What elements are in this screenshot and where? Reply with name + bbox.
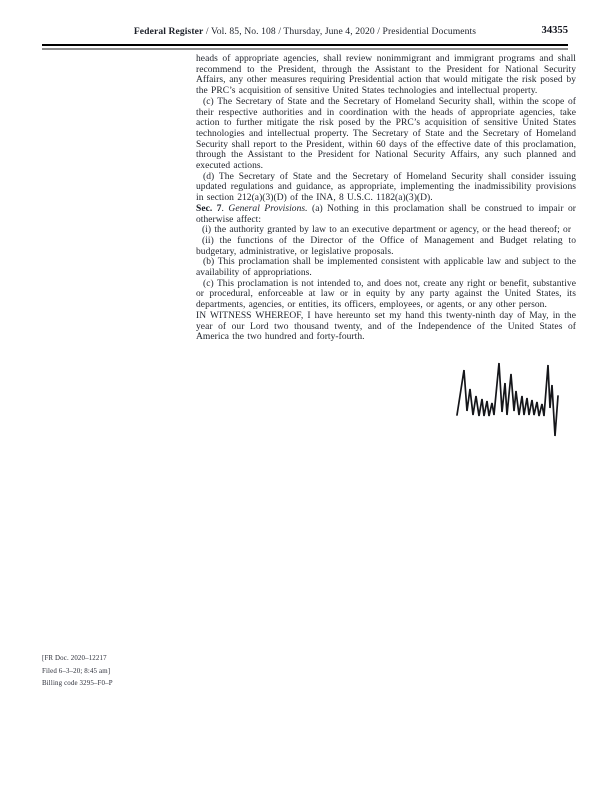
billing-code-note: Billing code 3295–F0–P: [42, 680, 113, 687]
section-title: General Provisions.: [228, 203, 308, 214]
section-body-text: (a) Nothing in this proclamation shall be construed to impair or otherwise affect:: [196, 203, 576, 225]
signature-block: [196, 358, 576, 442]
masthead-rule-thick: [42, 44, 568, 47]
citation-text: / Vol. 85, No. 108 / Thursday, June 4, 2020 / Presidential Documents: [203, 26, 477, 37]
clause-ii: (ii) the functions of the Director of the Office of Management and Budget relating to budgetary, administrative, or legislative proposals.: [196, 235, 576, 257]
section-7-paragraph: [196, 204, 576, 225]
paragraph-c-no-rights: (c) This proclamation is not intended to, and does not, create any right or benefit, substantive or procedural, enforceable at law or in equity by any party against the United States, its departments, agencies, or entities, its officers, employees, or agents, or any other person.: [196, 278, 576, 311]
section-number: Sec. 7: [196, 203, 222, 214]
presidential-signature: [454, 358, 566, 442]
paragraph-d-regulations: (d) The Secretary of State and the Secretary of Homeland Security shall consider issuing updated regulations and guidance, as appropriate, implementing the inadmissibility provisions in section 212(a)(3)(D) of the INA, 8 U.S.C. 1182(a)(3)(D).: [196, 171, 576, 204]
masthead-rule-thin: [42, 48, 568, 50]
journal-title: Federal Register: [133, 26, 204, 37]
filed-note: Filed 6–3–20; 8:45 am]: [42, 667, 111, 675]
witness-clause: IN WITNESS WHEREOF, I have hereunto set my hand this twenty-ninth day of May, in the year of our Lord two thousand twenty, and of the Independence of the United States of America the two hundred and forty-fourth.: [196, 310, 576, 343]
page-number: 34355: [541, 25, 568, 36]
masthead: [42, 26, 568, 42]
paragraph-c-mitigation: (c) The Secretary of State and the Secretary of Homeland Security shall, within the scope of their respective authorities and in coordination with the heads of appropriate agencies, take action to further mitigate the risk posed by the PRC’s acquisition of sensitive United States technologies and intellectual property. The Secretary of State and the Secretary of Homeland Security shall report to the President, within 60 days of the effective date of this proclamation, through the Assistant to the President for National Security Affairs, any such planned and executed actions.: [196, 96, 576, 172]
filing-notes: [42, 653, 113, 691]
paragraph-b-implementation: (b) This proclamation shall be implemented consistent with applicable law and subject to the availability of appropriations.: [196, 257, 576, 279]
section-separator: .: [221, 203, 229, 214]
fr-doc-note: [FR Doc. 2020–12217: [42, 655, 107, 662]
masthead-citation: [42, 26, 568, 37]
document-body: [196, 54, 576, 442]
continuation-paragraph: heads of appropriate agencies, shall review nonimmigrant and immigrant programs and shall recommend to the President, through the Assistant to the President for National Security Affairs, any other measures requiring Presidential action that would mitigate the risk posed by the PRC’s acquisition of sensitive United States technologies and intellectual property.: [196, 54, 576, 97]
clause-i: (i) the authority granted by law to an executive department or agency, or the head thereof; or: [202, 225, 572, 236]
